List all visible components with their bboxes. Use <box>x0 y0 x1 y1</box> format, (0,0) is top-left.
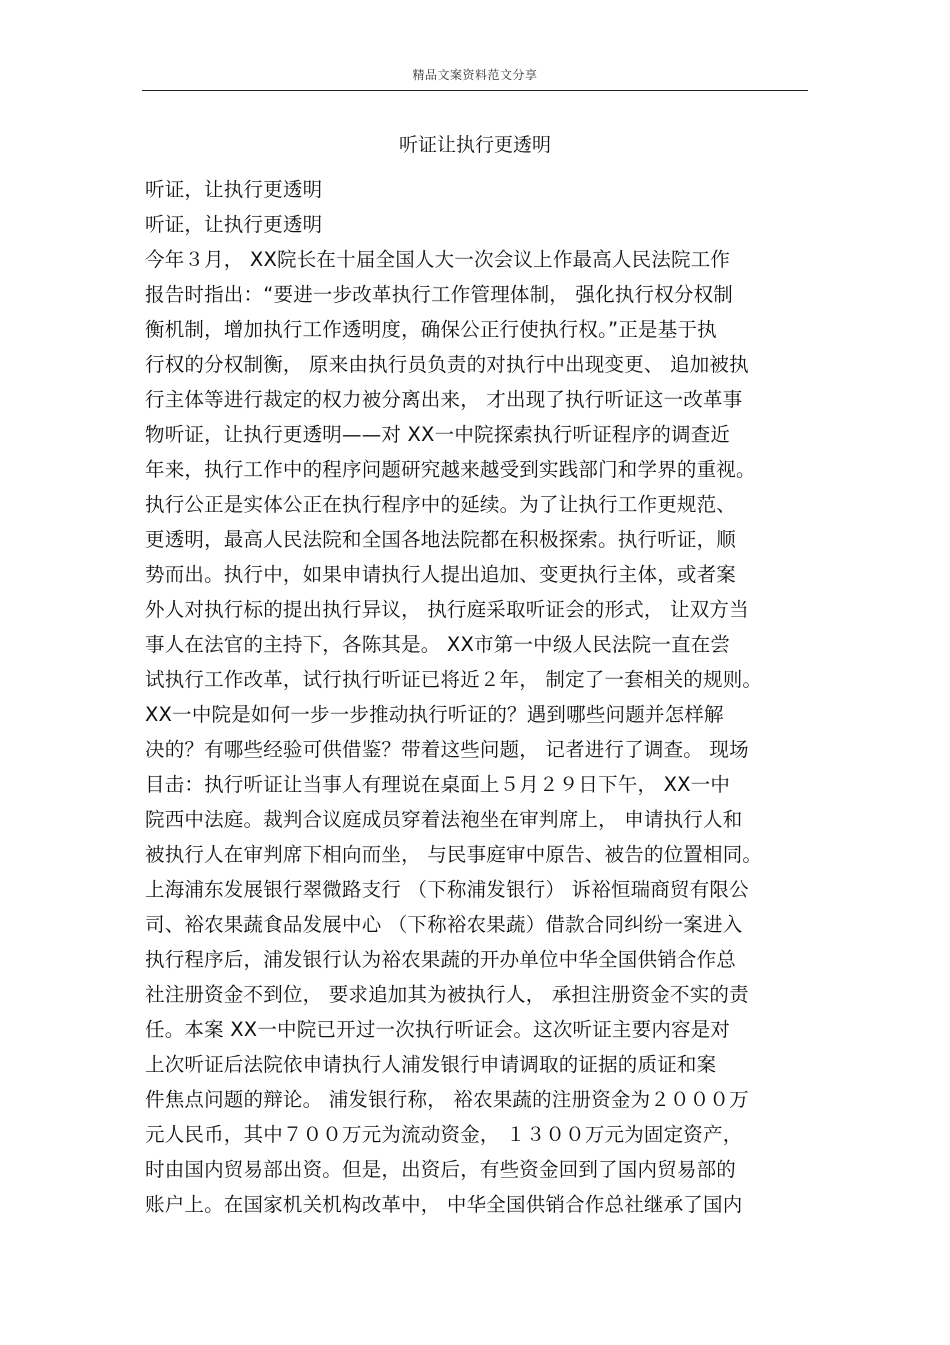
body-line: 上海浦东发展银行翠微路支行 （下称浦发银行） 诉裕恒瑞商贸有限公 <box>145 878 749 901</box>
body-line: 任。本案 XX一中院已开过一次执行听证会。这次听证主要内容是对 <box>145 1018 731 1041</box>
body-line: 听证，让执行更透明 <box>145 178 323 201</box>
body-line: 元人民币，其中７００万元为流动资金， １３００万元为固定资产， <box>145 1123 743 1146</box>
body-line: 院西中法庭。裁判合议庭成员穿着法袍坐在审判席上， 申请执行人和 <box>145 808 743 831</box>
body-line: 上次听证后法院依申请执行人浦发银行申请调取的证据的质证和案 <box>145 1053 717 1076</box>
body-line: 事人在法官的主持下，各陈其是。 XX市第一中级人民法院一直在尝 <box>145 633 731 656</box>
body-line: 件焦点问题的辩论。 浦发银行称， 裕农果蔬的注册资金为２０００万 <box>145 1088 749 1111</box>
body-line: 社注册资金不到位， 要求追加其为被执行人， 承担注册资金不实的责 <box>145 983 749 1006</box>
body-line: 试执行工作改革，试行执行听证已将近２年， 制定了一套相关的规则。 <box>145 668 763 691</box>
body-line: 执行公正是实体公正在执行程序中的延续。为了让执行工作更规范、 <box>145 493 737 516</box>
body-line: 被执行人在审判席下相向而坐， 与民事庭审中原告、被告的位置相同。 <box>145 843 763 866</box>
body-line: 行权的分权制衡， 原来由执行员负责的对执行中出现变更、 追加被执 <box>145 353 749 376</box>
body-line: 更透明，最高人民法院和全国各地法院都在积极探索。执行听证，顺 <box>145 528 737 551</box>
body-line: 物听证，让执行更透明——对 XX一中院探索执行听证程序的调查近 <box>145 423 731 446</box>
body-line: 势而出。执行中，如果申请执行人提出追加、变更执行主体，或者案 <box>145 563 737 586</box>
header-divider <box>142 90 808 91</box>
body-line: 账户上。在国家机关机构改革中， 中华全国供销合作总社继承了国内 <box>145 1193 743 1216</box>
body-line: 报告时指出：“要进一步改革执行工作管理体制， 强化执行权分权制 <box>145 283 734 306</box>
body-line: 决的？有哪些经验可供借鉴？带着这些问题， 记者进行了调查。 现场 <box>145 738 749 761</box>
document-body <box>145 172 825 1222</box>
body-line: 时由国内贸易部出资。但是，出资后，有些资金回到了国内贸易部的 <box>145 1158 737 1181</box>
body-line: 衡机制，增加执行工作透明度，确保公正行使执行权。”正是基于执 <box>145 318 717 341</box>
body-line: 年来，执行工作中的程序问题研究越来越受到实践部门和学界的重视。 <box>145 458 756 481</box>
document-title: 听证让执行更透明 <box>398 134 551 156</box>
body-line: 执行程序后，浦发银行认为裕农果蔬的开办单位中华全国供销合作总 <box>145 948 737 971</box>
body-line: 听证，让执行更透明 <box>145 213 323 236</box>
body-line: 目击：执行听证让当事人有理说在桌面上５月２９日下午， XX一中 <box>145 773 731 796</box>
page-header: 精品文案资料范文分享 <box>412 68 538 82</box>
body-line: 今年３月， XX院长在十届全国人大一次会议上作最高人民法院工作 <box>145 248 731 271</box>
body-line: 外人对执行标的提出执行异议， 执行庭采取听证会的形式， 让双方当 <box>145 598 749 621</box>
body-line: XX一中院是如何一步一步推动执行听证的？遇到哪些问题并怎样解 <box>145 703 724 726</box>
body-line: 行主体等进行裁定的权力被分离出来， 才出现了执行听证这一改革事 <box>145 388 743 411</box>
body-line: 司、裕农果蔬食品发展中心 （下称裕农果蔬）借款合同纠纷一案进入 <box>145 913 743 936</box>
